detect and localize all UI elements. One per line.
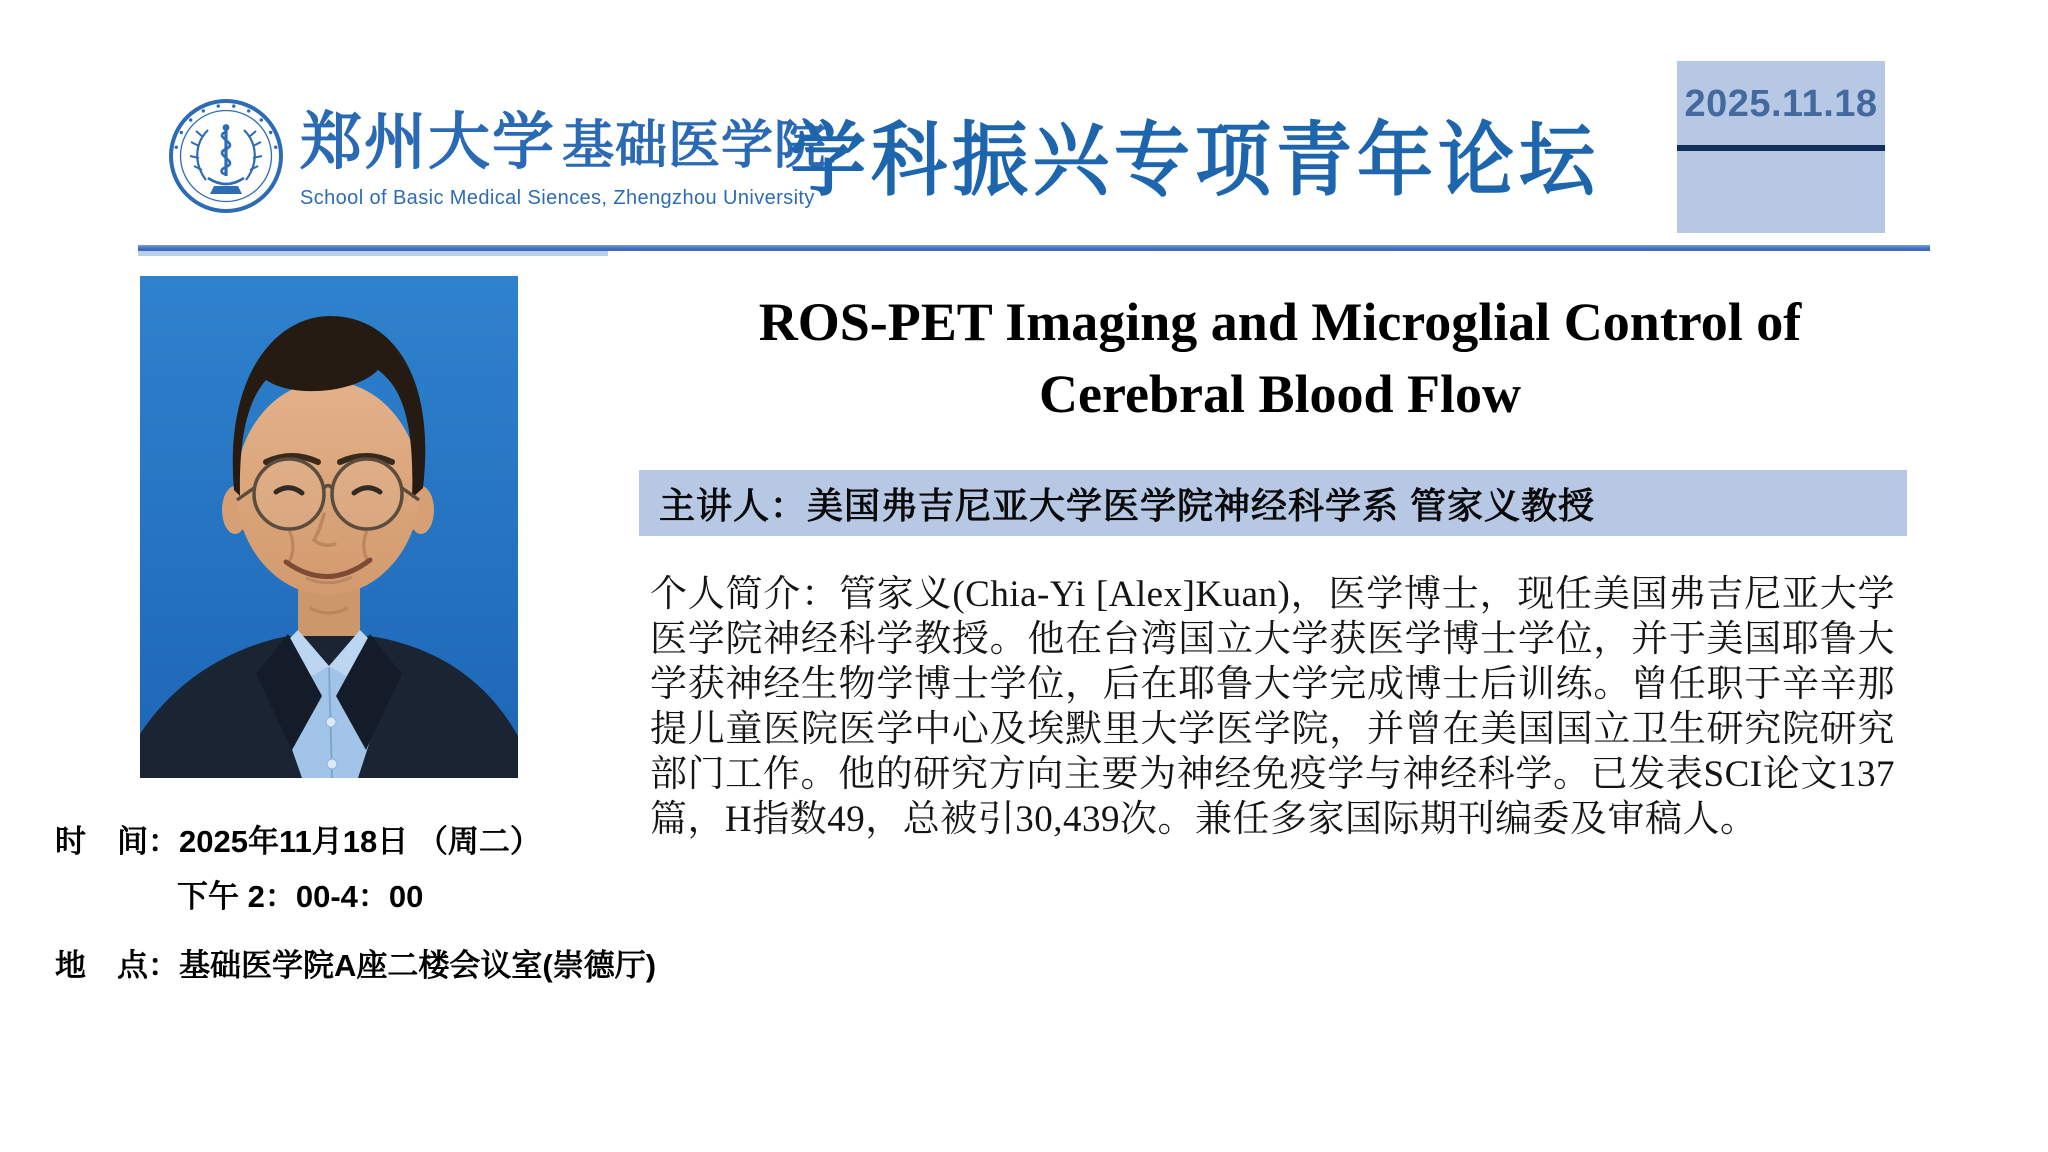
talk-title bbox=[640, 286, 1920, 430]
schedule-time-value: 2025年11月18日 （周二） bbox=[179, 824, 541, 859]
speaker-photo bbox=[140, 276, 518, 778]
schedule-time-line2 bbox=[177, 871, 423, 916]
org-name-cn-university: 郑州大学 bbox=[300, 108, 557, 177]
university-medical-emblem-icon bbox=[166, 96, 286, 216]
schedule-time-value2: 下午 2：00-4：00 bbox=[177, 879, 424, 914]
schedule-venue-value: 基础医学院A座二楼会议室(崇德厅) bbox=[179, 948, 657, 983]
date-badge-text: 2025.11.18 bbox=[1684, 83, 1878, 125]
org-name-cn bbox=[300, 92, 827, 181]
schedule-time-line bbox=[55, 816, 541, 861]
talk-title-line2: Cerebral Blood Flow bbox=[1039, 364, 1521, 424]
schedule-venue-label: 地 点： bbox=[55, 948, 179, 983]
forum-title: 学科振兴专项青年论坛 bbox=[790, 116, 1600, 207]
date-badge bbox=[1677, 61, 1885, 233]
talk-title-line1: ROS-PET Imaging and Microglial Control of bbox=[758, 292, 1802, 352]
speaker-line: 主讲人：美国弗吉尼亚大学医学院神经科学系 管家义教授 bbox=[659, 484, 1596, 526]
schedule-time-label: 时 间： bbox=[55, 824, 179, 859]
date-badge-divider bbox=[1677, 145, 1885, 151]
org-name-cn-school: 基础医学院 bbox=[562, 117, 828, 175]
header-divider-accent bbox=[138, 251, 608, 256]
speaker-bar bbox=[639, 470, 1907, 536]
schedule-venue-line bbox=[55, 940, 656, 985]
org-name-en: School of Basic Medical Siences, Zhengzhou University bbox=[300, 187, 815, 209]
org-branding bbox=[300, 92, 827, 210]
speaker-bio: 个人简介：管家义(Chia-Yi [Alex]Kuan)，医学博士，现任美国弗吉尼亚大学医学院神经科学教授。他在台湾国立大学获医学博士学位，并于美国耶鲁大学获神经生物学博士学位，后在耶鲁大学完成博士后训练。曾任职于辛辛那提儿童医院医学中心及埃默里大学医学院，并曾在美国国立卫生研究院研究部门工作。他的研究方向主要为神经免疫学与神经科学。已发表SCI论文137篇，H指数49，总被引30,439次。兼任多家国际期刊编委及审稿人。 bbox=[650, 574, 1895, 840]
